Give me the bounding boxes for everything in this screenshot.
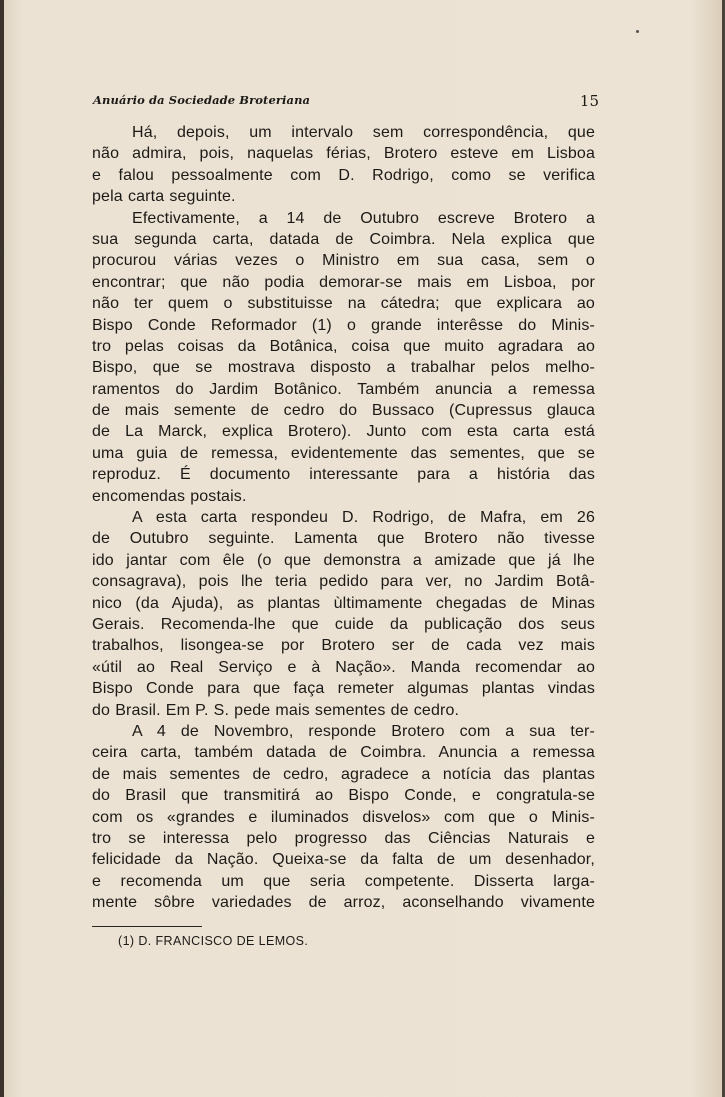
text-line: encontrar; que não podia demorar-se mais em Lisboa, por [92,273,595,291]
text-line: Efectivamente, a 14 de Outubro escreve Brotero a [132,209,595,227]
page-left-edge [0,0,4,1097]
text-line: de Outubro seguinte. Lamenta que Brotero não tivesse [92,530,595,548]
text-line: não ter quem o substituisse na cátedra; que explicara ao [92,295,595,313]
text-line: tro pelas coisas da Botânica, coisa que muito agradara ao [92,337,595,355]
body-text [92,122,595,913]
footnote-divider [92,926,202,927]
text-line: não admira, pois, naquelas férias, Brotero esteve em Lisboa [92,145,595,163]
text-line: A 4 de Novembro, responde Brotero com a sua ter- [132,722,595,740]
text-line: Bispo Conde para que faça remeter algumas plantas vindas [92,680,595,698]
paper-speck [636,30,639,33]
running-title: Anuário da Sociedade Broteriana [93,93,311,107]
text-line: reproduz. É documento interessante para a história das [92,466,595,484]
text-line: encomendas postais. [92,487,247,505]
text-line: procurou várias vezes o Ministro em sua casa, sem o [92,252,595,270]
text-line: de mais semente de cedro do Bussaco (Cupressus glauca [92,402,595,420]
text-line: pela carta seguinte. [92,188,236,206]
text-line: e falou pessoalmente com D. Rodrigo, como se verifica [92,166,595,184]
footnote: (1) D. FRANCISCO DE LEMOS. [118,934,309,948]
text-line: Há, depois, um intervalo sem correspondência, que [132,124,595,141]
text-line: uma guia de remessa, evidentemente das sementes, que se [92,444,595,462]
text-line: ramentos do Jardim Botânico. Também anuncia a remessa [92,380,595,398]
text-line: trabalhos, lisongea-se por Brotero ser de cada vez mais [92,637,595,655]
text-line: sua segunda carta, datada de Coimbra. Nela explica que [92,230,595,248]
text-line: Bispo, que se mostrava disposto a trabalhar pelos melho- [92,359,595,377]
text-line: Bispo Conde Reformador (1) o grande interêsse do Minis- [92,316,595,334]
text-line: Gerais. Recomenda-lhe que cuide da publicação dos seus [92,615,595,633]
text-line: felicidade da Nação. Queixa-se da falta de um desenhador, [92,851,595,869]
page-header [93,93,599,113]
text-line: com os «grandes e iluminados disvelos» com que o Minis- [92,808,595,826]
text-line: e recomenda um que seria competente. Disserta larga- [92,872,595,890]
text-line: ceira carta, também datada de Coimbra. Anuncia a remessa [92,744,595,762]
text-line: ido jantar com êle (o que demonstra a amizade que já lhe [92,551,595,569]
text-line: de mais sementes de cedro, agradece a notícia das plantas [92,765,595,783]
text-line: tro se interessa pelo progresso das Ciências Naturais e [92,829,595,847]
text-line: nico (da Ajuda), as plantas ùltimamente chegadas de Minas [92,594,595,612]
text-line: de La Marck, explica Brotero). Junto com esta carta está [92,423,595,441]
text-line: do Brasil. Em P. S. pede mais sementes de cedro. [92,701,460,719]
text-line: «útil ao Real Serviço e à Nação». Manda recomendar ao [92,658,595,676]
text-line: mente sôbre variedades de arroz, aconselhando vivamente [92,894,595,912]
text-line: consagrava), pois lhe teria pedido para ver, no Jardim Botâ- [92,573,595,591]
page-number: 15 [579,92,599,110]
text-line: A esta carta respondeu D. Rodrigo, de Mafra, em 26 [132,509,595,527]
text-line: do Brasil que transmitirá ao Bispo Conde, e congratula-se [92,787,595,805]
